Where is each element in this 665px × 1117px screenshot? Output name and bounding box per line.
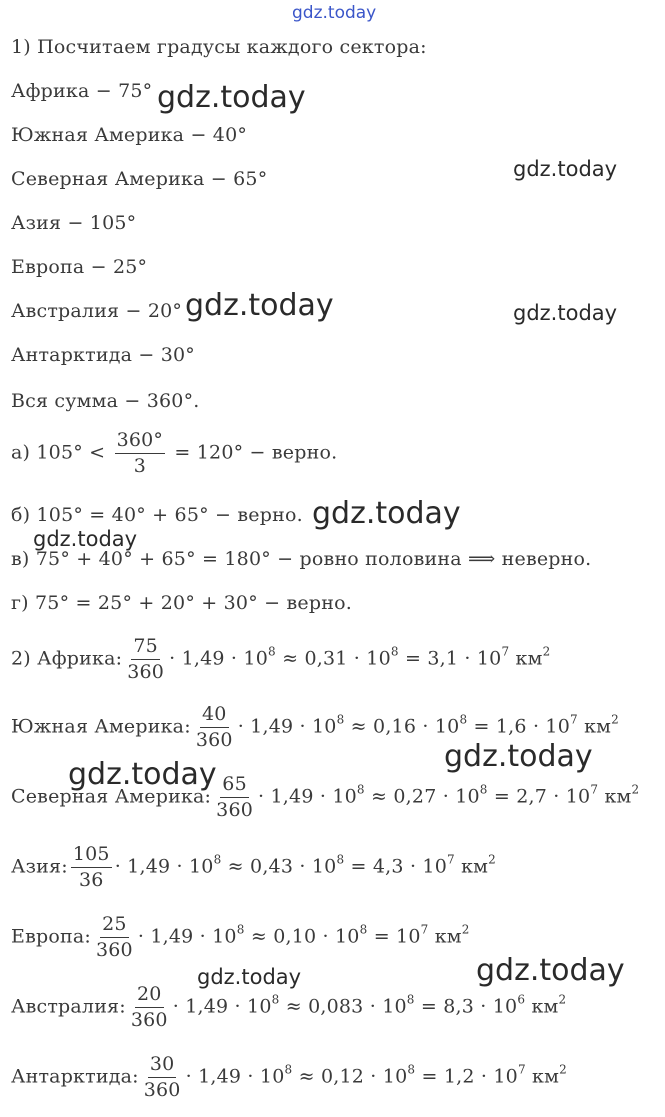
area-fraction [129,984,170,1031]
watermark: gdz.today [513,157,618,181]
watermark: gdz.today [157,80,306,115]
area-label: Азия: [11,855,68,878]
area-approx: ≈ 0,31 · 10 [282,647,391,670]
area-unit: км [584,715,612,738]
area-result: = 1,6 · 10 [473,715,571,738]
area-label: Австралия: [11,995,126,1018]
watermark-top: gdz.today [292,3,377,23]
area-label: Европа: [11,925,91,948]
area-exp: 8 [336,852,345,867]
check-b: б) 105° = 40° + 65° − верно. [11,504,303,526]
sector-south-america: Южная Америка − 40° [11,124,248,146]
fraction-numerator: 20 [135,984,164,1008]
area-unit: км [434,925,462,948]
area-approx: ≈ 0,27 · 10 [371,785,480,808]
area-exp: 8 [284,1062,293,1077]
area-unit-exp: 2 [631,782,640,797]
area-exp: 7 [570,712,578,727]
area-fraction [125,636,166,683]
fraction-denominator: 360 [216,798,254,821]
watermark: gdz.today [476,953,625,988]
check-a [11,430,337,477]
fraction-denominator: 36 [78,868,104,891]
sector-north-america: Северная Америка − 65° [11,168,268,190]
watermark: gdz.today [444,739,593,774]
area-factor: · 1,49 · 10 [137,925,237,948]
fraction-denominator: 360 [143,1078,181,1101]
intro-text: 1) Посчитаем градусы каждого сектора: [11,36,427,58]
fraction-numerator: 360° [115,430,166,454]
area-exp: 8 [268,644,276,659]
fraction-numerator: 105 [71,844,112,868]
fraction-denominator: 360 [195,728,233,751]
area-unit: км [461,855,489,878]
area-factor: · 1,49 · 10 [114,855,214,878]
area-exp: 8 [213,852,222,867]
fraction-denominator: 3 [133,454,146,477]
fraction-numerator: 65 [220,774,249,798]
area-exp: 8 [236,922,245,937]
area-factor: · 1,49 · 10 [169,647,268,670]
area-unit: км [532,1065,560,1088]
area-fraction [142,1054,183,1101]
sector-asia: Азия − 105° [11,212,137,234]
area-exp: 8 [359,922,368,937]
area-label: Антарктида: [11,1065,139,1088]
check-a-prefix: а) 105° < [11,441,106,464]
fraction-numerator: 40 [200,704,229,728]
area-unit-exp: 2 [611,712,620,727]
area-label: 2) Африка: [11,647,123,670]
area-factor: · 1,49 · 10 [258,785,357,808]
area-exp: 8 [459,712,468,727]
watermark: gdz.today [312,496,461,531]
area-exp: 8 [479,782,488,797]
area-row [11,844,496,891]
area-row [11,636,550,683]
sector-africa: Африка − 75° [11,80,153,102]
watermark: gdz.today [513,301,618,325]
check-v: в) 75° + 40° + 65° = 180° − ровно половина ⟹ неверно. [11,548,592,570]
area-factor: · 1,49 · 10 [185,1065,285,1088]
area-factor: · 1,49 · 10 [237,715,337,738]
area-row [11,1054,567,1101]
fraction-numerator: 25 [100,914,129,938]
area-fraction [94,914,135,961]
area-result: = 8,3 · 10 [420,995,518,1018]
area-unit-exp: 2 [542,644,551,659]
area-exp: 7 [420,922,429,937]
area-unit-exp: 2 [488,852,497,867]
area-exp: 7 [447,852,455,867]
area-label: Северная Америка: [11,785,212,808]
area-unit: км [604,785,632,808]
area-result: = 2,7 · 10 [493,785,591,808]
fraction-numerator: 30 [148,1054,177,1078]
area-factor: · 1,49 · 10 [172,995,272,1018]
area-approx: ≈ 0,43 · 10 [227,855,337,878]
watermark: gdz.today [185,288,334,323]
area-approx: ≈ 0,12 · 10 [298,1065,408,1088]
area-unit-exp: 2 [559,1062,567,1077]
area-result: = 10 [373,925,421,948]
check-a-fraction [115,430,166,477]
area-approx: ≈ 0,083 · 10 [285,995,407,1018]
area-approx: ≈ 0,16 · 10 [350,715,460,738]
area-result: = 3,1 · 10 [404,647,502,670]
area-exp: 7 [590,782,599,797]
sum-text: Вся сумма − 360°. [11,390,200,412]
area-exp: 8 [390,644,399,659]
area-fraction [214,774,255,821]
area-result: = 1,2 · 10 [421,1065,518,1088]
area-row [11,914,470,961]
fraction-denominator: 360 [127,660,165,683]
fraction-denominator: 360 [95,938,133,961]
check-g: г) 75° = 25° + 20° + 30° − верно. [11,592,352,614]
area-approx: ≈ 0,10 · 10 [250,925,360,948]
watermark: gdz.today [33,527,138,551]
check-a-suffix: = 120° − верно. [174,441,338,464]
area-exp: 8 [406,992,415,1007]
area-row [11,984,566,1031]
area-result: = 4,3 · 10 [350,855,448,878]
area-exp: 8 [356,782,365,797]
area-exp: 8 [336,712,345,727]
area-exp: 6 [517,992,526,1007]
area-unit-exp: 2 [461,922,470,937]
area-fraction [71,844,112,891]
sector-australia: Австралия − 20° [11,300,183,322]
area-fraction [194,704,235,751]
sector-antarctica: Антарктида − 30° [11,344,196,366]
area-unit: км [531,995,559,1018]
area-unit: км [515,647,543,670]
area-exp: 8 [271,992,280,1007]
area-label: Южная Америка: [11,715,191,738]
area-unit-exp: 2 [558,992,567,1007]
area-exp: 7 [517,1062,526,1077]
watermark: gdz.today [197,965,302,989]
area-exp: 7 [501,644,510,659]
sector-europe: Европа − 25° [11,256,148,278]
area-exp: 8 [407,1062,416,1077]
fraction-denominator: 360 [130,1008,168,1031]
watermark: gdz.today [68,757,217,792]
fraction-numerator: 75 [131,636,160,660]
